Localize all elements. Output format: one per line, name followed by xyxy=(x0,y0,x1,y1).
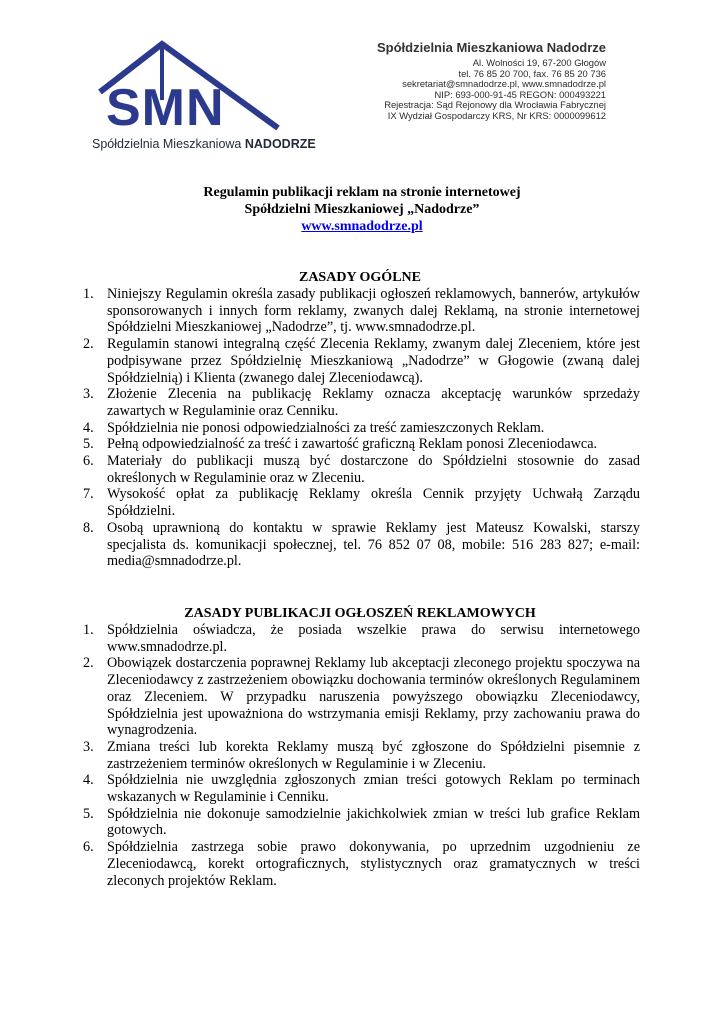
list-number: 8. xyxy=(83,519,94,536)
list-number: 7. xyxy=(83,486,94,503)
list-item-text: Spółdzielnia nie dokonuje samodzielnie jakichkolwiek zmian w treści lub grafice Reklam gotowych. xyxy=(107,805,640,839)
list-item-text: Regulamin stanowi integralną część Zlecenia Reklamy, zwanym dalej Zleceniem, które jest podpisywane przez Spółdzielnię Mieszkaniową „Nadodrze” w Głogowie (zwaną dalej Spółdzielnią) i Klienta (zwanego dalej Zleceniodawcą). xyxy=(107,336,640,386)
list-item-text: Niniejszy Regulamin określa zasady publikacji ogłoszeń reklamowych, bannerów, artykułów sponsorowanych i innych form reklamy, zwanych dalej Reklamą, na stronie internetowej Spółdzielni Mieszkaniowej „Nadodrze”, tj. www.smnadodrze.pl. xyxy=(107,286,640,336)
document-title xyxy=(0,184,724,235)
list-item-text: Zmiana treści lub korekta Reklamy muszą być zgłoszone do Spółdzielni pisemnie z zastrzeżeniem terminów określonych w Regulaminie i w Zleceniu. xyxy=(107,738,640,772)
list-item xyxy=(80,286,640,336)
logo-caption-bold: NADODRZE xyxy=(244,137,316,151)
list-item-text: Złożenie Zlecenia na publikację Reklamy oznacza akceptację warunków sprzedaży zawartych w Regulaminie oraz Cenniku. xyxy=(107,386,640,419)
list-item xyxy=(80,386,640,419)
list-number: 1. xyxy=(83,622,94,638)
list-item xyxy=(80,622,640,655)
list-item-text: Pełną odpowiedzialność za treść i zawartość graficzną Reklam ponosi Zleceniodawca. xyxy=(107,436,598,453)
section-heading: ZASADY PUBLIKACJI OGŁOSZEŃ REKLAMOWYCH xyxy=(184,606,536,621)
list-item xyxy=(80,520,640,570)
logo-caption-prefix: Spółdzielnia Mieszkaniowa xyxy=(92,137,242,151)
website-link[interactable]: www.smnadodrze.pl xyxy=(301,219,423,234)
section-general-rules xyxy=(80,269,640,570)
list-number: 6. xyxy=(83,839,94,856)
contact-krs: IX Wydział Gospodarczy KRS, Nr KRS: 0000099612 xyxy=(387,109,606,121)
list-item-text: Spółdzielnia zastrzega sobie prawo dokonywania, po uprzednim uzgodnieniu ze Zleceniodawcą, korekt ortograficznych, stylistycznych oraz gramatycznych w treści zleconych projektów Reklam. xyxy=(107,839,640,889)
numbered-list xyxy=(80,286,640,570)
list-item xyxy=(80,806,640,839)
list-number: 1. xyxy=(83,286,94,302)
list-item xyxy=(80,772,640,805)
list-number: 3. xyxy=(83,386,94,403)
list-item xyxy=(80,420,640,437)
logo-graphic xyxy=(82,40,342,140)
list-item-text: Materiały do publikacji muszą być dostarczone do Spółdzielni stosownie do zasad określonych w Regulaminie oraz w Zleceniu. xyxy=(107,453,640,486)
list-item xyxy=(80,436,640,453)
list-item-text: Spółdzielnia nie uwzględnia zgłoszonych zmian treści gotowych Reklam po terminach wskazanych w Regulaminie i Cenniku. xyxy=(107,772,640,806)
list-item-text: Osobą uprawnioną do kontaktu w sprawie Reklamy jest Mateusz Kowalski, starszy specjalista ds. komunikacji społecznej, tel. 76 852 07 08, mobile: 516 283 827; e-mail: media@smnadodrze.pl. xyxy=(107,519,640,570)
list-item xyxy=(80,655,640,739)
list-item-text: Obowiązek dostarczenia poprawnej Reklamy lub akceptacji zleconego projektu spoczywa na Zleceniodawcy z zastrzeżeniem obowiązku dochowania terminów określonych Regulaminem oraz Zleceniem. W przypadku naruszenia powyższego obowiązku Zleceniodawcy, Spółdzielnia jest upoważniona do wstrzymania emisji Reklamy, przy zachowaniu prawa do wynagrodzenia. xyxy=(107,655,640,739)
section-heading: ZASADY OGÓLNE xyxy=(298,270,421,285)
list-number: 5. xyxy=(83,805,94,822)
numbered-list xyxy=(80,622,640,889)
contact-address: Al. Wolności 19, 67-200 Głogów xyxy=(472,57,606,68)
contact-registration: Rejestracja: Sąd Rejonowy dla Wrocławia Fabrycznej xyxy=(384,99,606,111)
contact-block xyxy=(340,40,606,122)
list-item xyxy=(80,739,640,772)
title-line-2: Spółdzielni Mieszkaniowej „Nadodrze” xyxy=(244,202,480,217)
list-item xyxy=(80,336,640,386)
list-item xyxy=(80,486,640,519)
list-number: 4. xyxy=(83,772,94,789)
list-number: 2. xyxy=(83,336,94,353)
list-number: 2. xyxy=(83,655,94,672)
logo-letters: SMN xyxy=(106,79,225,137)
list-item-text: Spółdzielnia nie ponosi odpowiedzialności za treść zamieszczonych Reklam. xyxy=(107,419,545,436)
list-item xyxy=(80,453,640,486)
list-number: 5. xyxy=(83,436,94,453)
logo-caption xyxy=(92,137,316,151)
contact-phone: tel. 76 85 20 700, fax. 76 85 20 736 xyxy=(458,67,606,79)
contact-nip: NIP: 693-000-91-45 REGON: 000493221 xyxy=(434,88,606,100)
contact-email: sekretariat@smnadodrze.pl, www.smnadodrze.pl xyxy=(402,78,606,90)
company-logo xyxy=(82,40,342,152)
list-number: 6. xyxy=(83,453,94,470)
list-item xyxy=(80,839,640,889)
section-publication-rules xyxy=(80,605,640,889)
list-number: 3. xyxy=(83,738,94,755)
list-item-text: Spółdzielnia oświadcza, że posiada wszelkie prawa do serwisu internetowego www.smnadodrze.pl. xyxy=(107,622,640,655)
title-line-1: Regulamin publikacji reklam na stronie internetowej xyxy=(203,185,521,200)
list-item-text: Wysokość opłat za publikację Reklamy określa Cennik przyjęty Uchwałą Zarządu Spółdzielni. xyxy=(107,486,640,520)
list-number: 4. xyxy=(83,419,94,436)
company-name: Spółdzielnia Mieszkaniowa Nadodrze xyxy=(377,40,606,55)
